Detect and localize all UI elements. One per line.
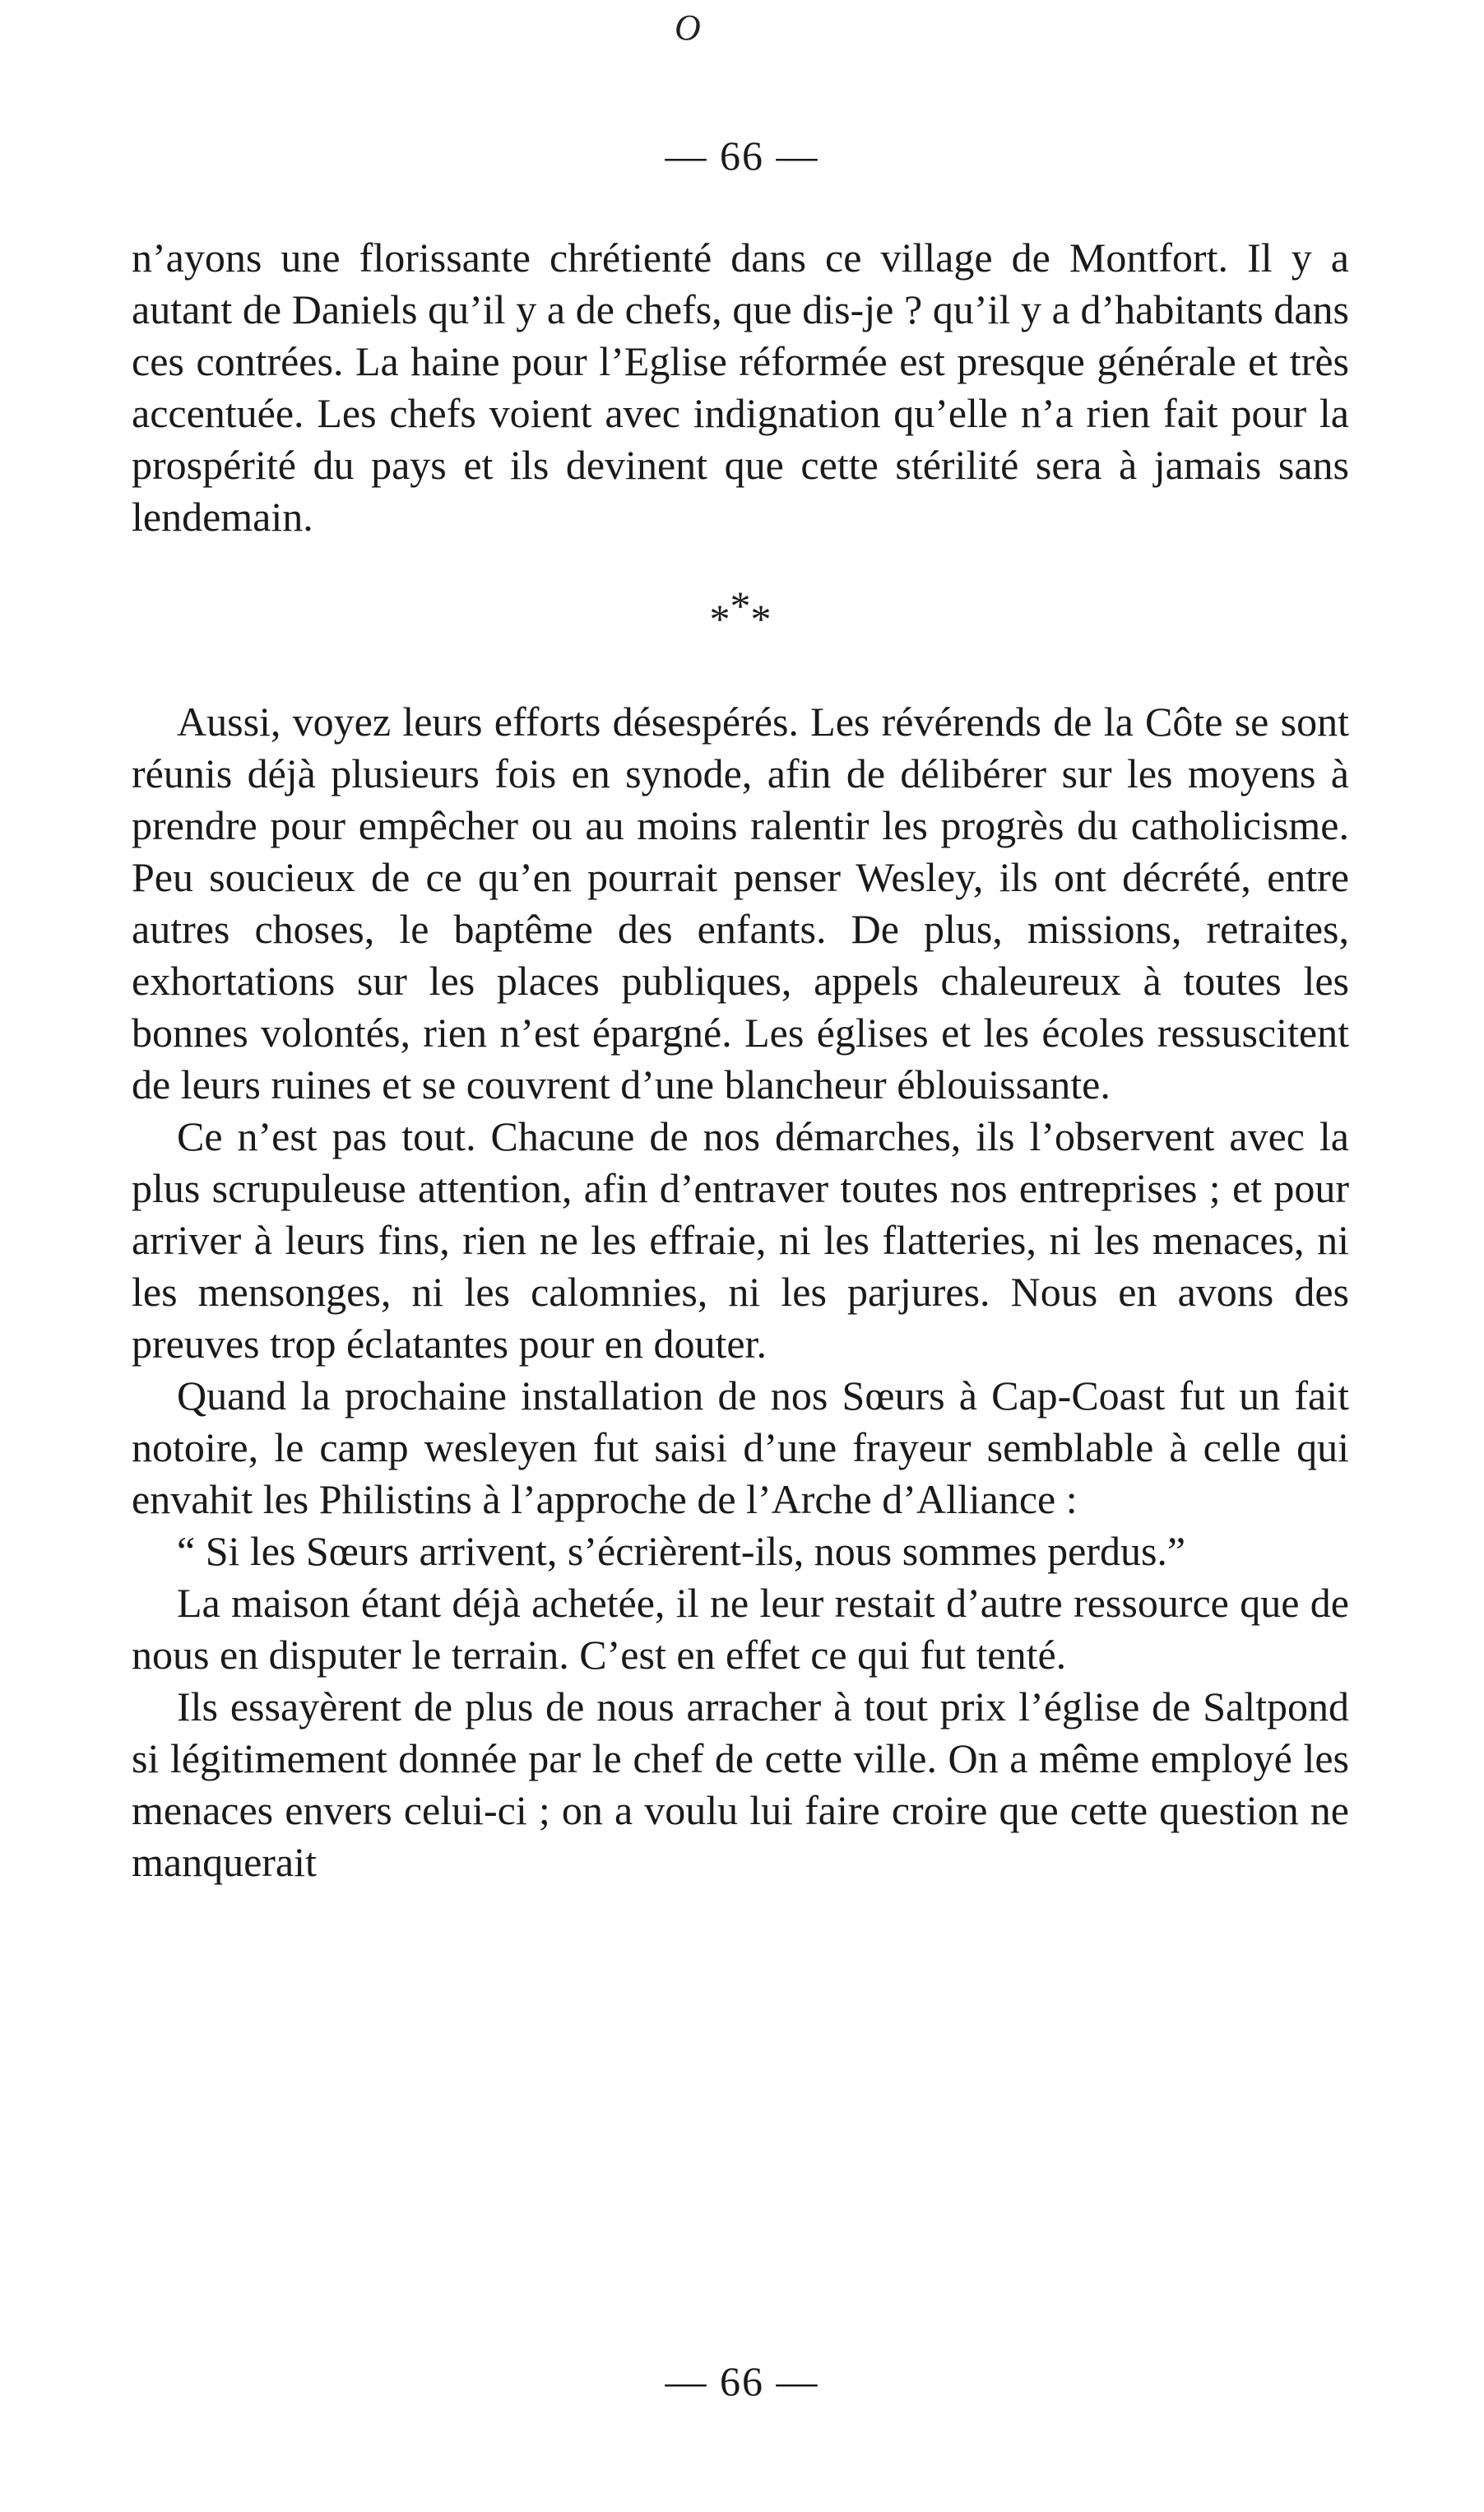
paragraph-3: Ce n’est pas tout. Chacune de nos démarches, ils l’observent avec la plus scrupuleuse attention, afin d’entraver toutes nos entreprises ; et pour arriver à leurs fins, rien ne les effraie, ni les flatteries, ni les menaces, ni les mensonges, ni les calomnies, ni les parjures. Nous en avons des preuves trop éclatantes pour en douter. xyxy=(132,1113,1349,1367)
body-text xyxy=(132,232,1349,1888)
separator-star-left: * xyxy=(709,596,730,642)
separator-star-right: * xyxy=(750,596,772,642)
paragraph-1: n’ayons une florissante chrétienté dans ce village de Montfort. Il y a autant de Daniels qu’il y a de chefs, que dis-je ? qu’il y a d’habitants dans ces contrées. La haine pour l’Eglise réformée est presque générale et très accentuée. Les chefs voient avec indignation qu’elle n’a rien fait pour la prospérité du pays et ils devinent que cette stérilité sera à jamais sans lendemain. xyxy=(132,234,1349,540)
section-separator xyxy=(132,569,1349,668)
paragraph-4: Quand la prochaine installation de nos Sœurs à Cap-Coast fut un fait notoire, le camp wesleyen fut saisi d’une frayeur semblable à celle qui envahit les Philistins à l’approche de l’Arche d’Alliance : xyxy=(132,1372,1349,1522)
paragraph-7: Ils essayèrent de plus de nous arracher à tout prix l’église de Saltpond si légitimement donnée par le chef de cette ville. On a même employé les menaces envers celui-ci ; on a voulu lui faire croire que cette question ne manquerait xyxy=(132,1683,1349,1885)
top-mark: O xyxy=(675,7,701,48)
page-number-footer: — 66 — xyxy=(665,2358,819,2404)
separator-star-top: * xyxy=(730,583,751,629)
paragraph-2: Aussi, voyez leurs efforts désespérés. Les révérends de la Côte se sont réunis déjà plusieurs fois en synode, afin de délibérer sur les moyens à prendre pour empêcher ou au moins ralentir les progrès du catholicisme. Peu soucieux de ce qu’en pourrait penser Wesley, ils ont décrété, entre autres choses, le baptême des enfants. De plus, missions, retraites, exhortations sur les places publiques, appels chaleureux à toutes les bonnes volontés, rien n’est épargné. Les églises et les écoles ressuscitent de leurs ruines et se couvrent d’une blancheur éblouissante. xyxy=(132,699,1349,1107)
paragraph-6: La maison étant déjà achetée, il ne leur restait d’autre ressource que de nous en disputer le terrain. C’est en effet ce qui fut tenté. xyxy=(132,1580,1349,1678)
page-number-header: — 66 — xyxy=(665,132,819,179)
paragraph-5-quote: “ Si les Sœurs arrivent, s’écrièrent-ils, nous sommes perdus.” xyxy=(177,1528,1186,1574)
